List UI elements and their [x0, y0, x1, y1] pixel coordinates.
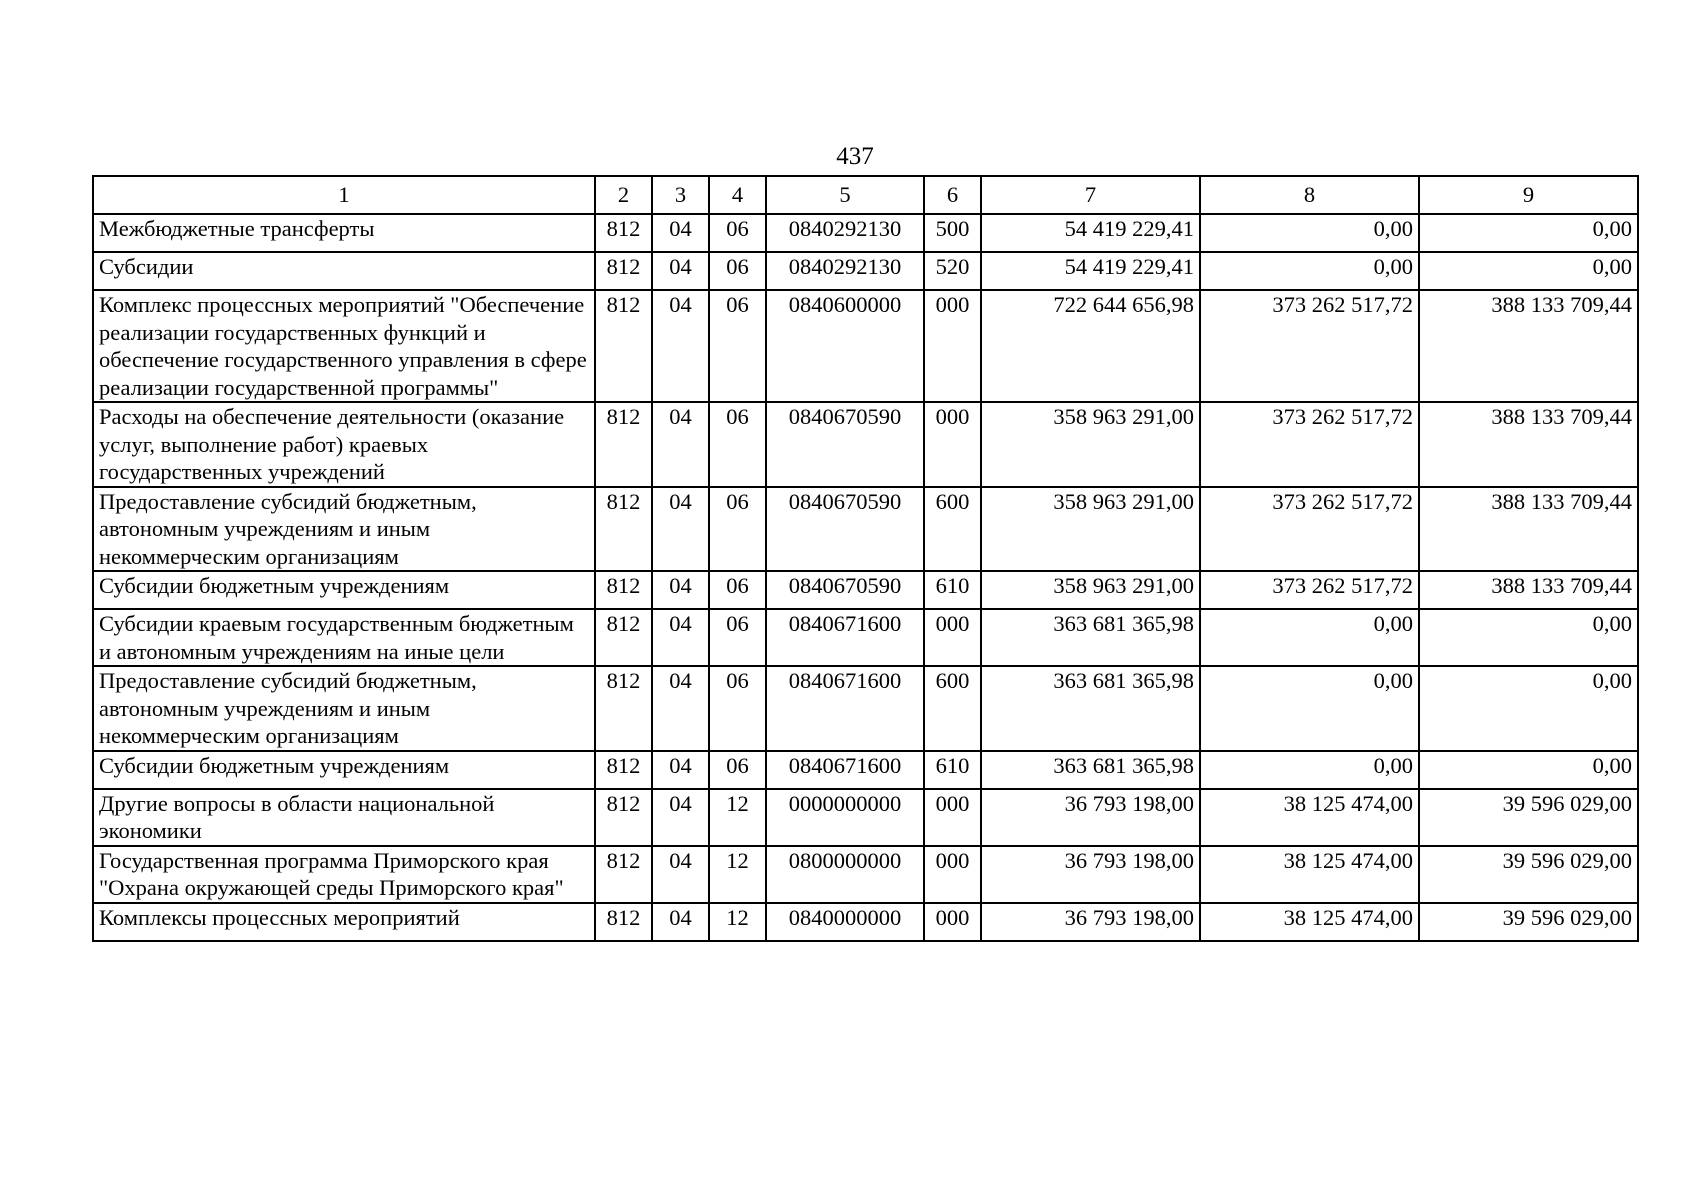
cell-code: 812 — [595, 487, 652, 572]
cell-code: 600 — [924, 666, 981, 751]
cell-code: 0840000000 — [766, 903, 924, 941]
cell-code: 000 — [924, 903, 981, 941]
table-row — [93, 666, 1638, 751]
cell-code: 04 — [652, 846, 709, 903]
budget-table — [92, 175, 1639, 942]
cell-code: 600 — [924, 487, 981, 572]
column-header: 3 — [652, 176, 709, 214]
cell-amount: 373 262 517,72 — [1200, 290, 1419, 402]
cell-code: 812 — [595, 214, 652, 252]
column-header: 8 — [1200, 176, 1419, 214]
cell-amount: 358 963 291,00 — [981, 487, 1200, 572]
cell-amount: 363 681 365,98 — [981, 666, 1200, 751]
cell-amount: 358 963 291,00 — [981, 402, 1200, 487]
cell-code: 812 — [595, 609, 652, 666]
cell-code: 04 — [652, 290, 709, 402]
row-name: Субсидии — [93, 252, 595, 290]
cell-code: 04 — [652, 751, 709, 789]
cell-amount: 363 681 365,98 — [981, 751, 1200, 789]
cell-code: 0840292130 — [766, 252, 924, 290]
row-name: Предоставление субсидий бюджетным, автономным учреждениям и иным некоммерческим организациям — [93, 666, 595, 751]
column-header: 5 — [766, 176, 924, 214]
cell-code: 812 — [595, 903, 652, 941]
row-name: Государственная программа Приморского края "Охрана окружающей среды Приморского края" — [93, 846, 595, 903]
cell-amount: 388 133 709,44 — [1419, 402, 1638, 487]
cell-code: 0840292130 — [766, 214, 924, 252]
cell-code: 0840671600 — [766, 666, 924, 751]
cell-code: 04 — [652, 571, 709, 609]
cell-code: 812 — [595, 751, 652, 789]
cell-amount: 0,00 — [1419, 252, 1638, 290]
cell-amount: 39 596 029,00 — [1419, 846, 1638, 903]
cell-code: 04 — [652, 666, 709, 751]
column-header: 9 — [1419, 176, 1638, 214]
table-row — [93, 252, 1638, 290]
table-row — [93, 571, 1638, 609]
cell-code: 06 — [709, 609, 766, 666]
table-row — [93, 214, 1638, 252]
row-name: Субсидии бюджетным учреждениям — [93, 751, 595, 789]
cell-amount: 0,00 — [1419, 751, 1638, 789]
table-row — [93, 609, 1638, 666]
cell-amount: 722 644 656,98 — [981, 290, 1200, 402]
cell-amount: 0,00 — [1200, 609, 1419, 666]
row-name: Предоставление субсидий бюджетным, автономным учреждениям и иным некоммерческим организациям — [93, 487, 595, 572]
cell-amount: 388 133 709,44 — [1419, 290, 1638, 402]
cell-amount: 38 125 474,00 — [1200, 846, 1419, 903]
cell-code: 812 — [595, 571, 652, 609]
row-name: Межбюджетные трансферты — [93, 214, 595, 252]
cell-amount: 38 125 474,00 — [1200, 903, 1419, 941]
cell-code: 0840670590 — [766, 487, 924, 572]
cell-code: 0840671600 — [766, 609, 924, 666]
cell-amount: 36 793 198,00 — [981, 846, 1200, 903]
cell-code: 06 — [709, 666, 766, 751]
row-name: Расходы на обеспечение деятельности (оказание услуг, выполнение работ) краевых государственных учреждений — [93, 402, 595, 487]
cell-amount: 388 133 709,44 — [1419, 487, 1638, 572]
column-header: 4 — [709, 176, 766, 214]
cell-amount: 0,00 — [1419, 214, 1638, 252]
cell-amount: 36 793 198,00 — [981, 903, 1200, 941]
cell-amount: 54 419 229,41 — [981, 214, 1200, 252]
cell-code: 04 — [652, 609, 709, 666]
cell-code: 000 — [924, 609, 981, 666]
cell-amount: 0,00 — [1200, 666, 1419, 751]
cell-code: 04 — [652, 402, 709, 487]
cell-code: 000 — [924, 290, 981, 402]
column-header: 2 — [595, 176, 652, 214]
row-name: Комплексы процессных мероприятий — [93, 903, 595, 941]
cell-code: 06 — [709, 214, 766, 252]
row-name: Субсидии краевым государственным бюджетным и автономным учреждениям на иные цели — [93, 609, 595, 666]
cell-code: 04 — [652, 903, 709, 941]
cell-code: 812 — [595, 252, 652, 290]
cell-amount: 39 596 029,00 — [1419, 789, 1638, 846]
header-row — [93, 176, 1638, 214]
cell-code: 06 — [709, 487, 766, 572]
cell-code: 000 — [924, 846, 981, 903]
cell-code: 000 — [924, 402, 981, 487]
table-row — [93, 290, 1638, 402]
cell-code: 812 — [595, 290, 652, 402]
cell-amount: 373 262 517,72 — [1200, 487, 1419, 572]
cell-amount: 0,00 — [1200, 751, 1419, 789]
cell-code: 0840671600 — [766, 751, 924, 789]
page-number: 437 — [836, 143, 874, 170]
cell-code: 12 — [709, 846, 766, 903]
cell-amount: 0,00 — [1419, 609, 1638, 666]
cell-code: 610 — [924, 751, 981, 789]
cell-code: 0840670590 — [766, 571, 924, 609]
cell-code: 06 — [709, 751, 766, 789]
cell-amount: 373 262 517,72 — [1200, 402, 1419, 487]
cell-code: 04 — [652, 789, 709, 846]
cell-code: 000 — [924, 789, 981, 846]
cell-amount: 363 681 365,98 — [981, 609, 1200, 666]
cell-code: 500 — [924, 214, 981, 252]
column-header: 1 — [93, 176, 595, 214]
cell-code: 04 — [652, 252, 709, 290]
cell-code: 812 — [595, 846, 652, 903]
cell-amount: 373 262 517,72 — [1200, 571, 1419, 609]
cell-code: 12 — [709, 903, 766, 941]
cell-code: 520 — [924, 252, 981, 290]
table-row — [93, 402, 1638, 487]
cell-amount: 358 963 291,00 — [981, 571, 1200, 609]
cell-code: 0840600000 — [766, 290, 924, 402]
table-row — [93, 903, 1638, 941]
cell-code: 0840670590 — [766, 402, 924, 487]
column-header: 7 — [981, 176, 1200, 214]
table-row — [93, 487, 1638, 572]
cell-code: 0000000000 — [766, 789, 924, 846]
row-name: Другие вопросы в области национальной экономики — [93, 789, 595, 846]
cell-amount: 36 793 198,00 — [981, 789, 1200, 846]
cell-amount: 388 133 709,44 — [1419, 571, 1638, 609]
cell-amount: 0,00 — [1419, 666, 1638, 751]
cell-code: 12 — [709, 789, 766, 846]
cell-code: 06 — [709, 402, 766, 487]
table-row — [93, 789, 1638, 846]
cell-code: 04 — [652, 214, 709, 252]
cell-amount: 0,00 — [1200, 214, 1419, 252]
cell-amount: 54 419 229,41 — [981, 252, 1200, 290]
cell-code: 0800000000 — [766, 846, 924, 903]
cell-code: 06 — [709, 252, 766, 290]
cell-code: 812 — [595, 666, 652, 751]
cell-code: 812 — [595, 789, 652, 846]
table-row — [93, 846, 1638, 903]
cell-code: 06 — [709, 571, 766, 609]
cell-amount: 0,00 — [1200, 252, 1419, 290]
row-name: Субсидии бюджетным учреждениям — [93, 571, 595, 609]
cell-code: 812 — [595, 402, 652, 487]
cell-code: 06 — [709, 290, 766, 402]
cell-code: 04 — [652, 487, 709, 572]
column-header: 6 — [924, 176, 981, 214]
row-name: Комплекс процессных мероприятий "Обеспечение реализации государственных функций и обеспечение государственного управления в сфере реализации государственной программы" — [93, 290, 595, 402]
cell-amount: 39 596 029,00 — [1419, 903, 1638, 941]
table-row — [93, 751, 1638, 789]
cell-amount: 38 125 474,00 — [1200, 789, 1419, 846]
cell-code: 610 — [924, 571, 981, 609]
